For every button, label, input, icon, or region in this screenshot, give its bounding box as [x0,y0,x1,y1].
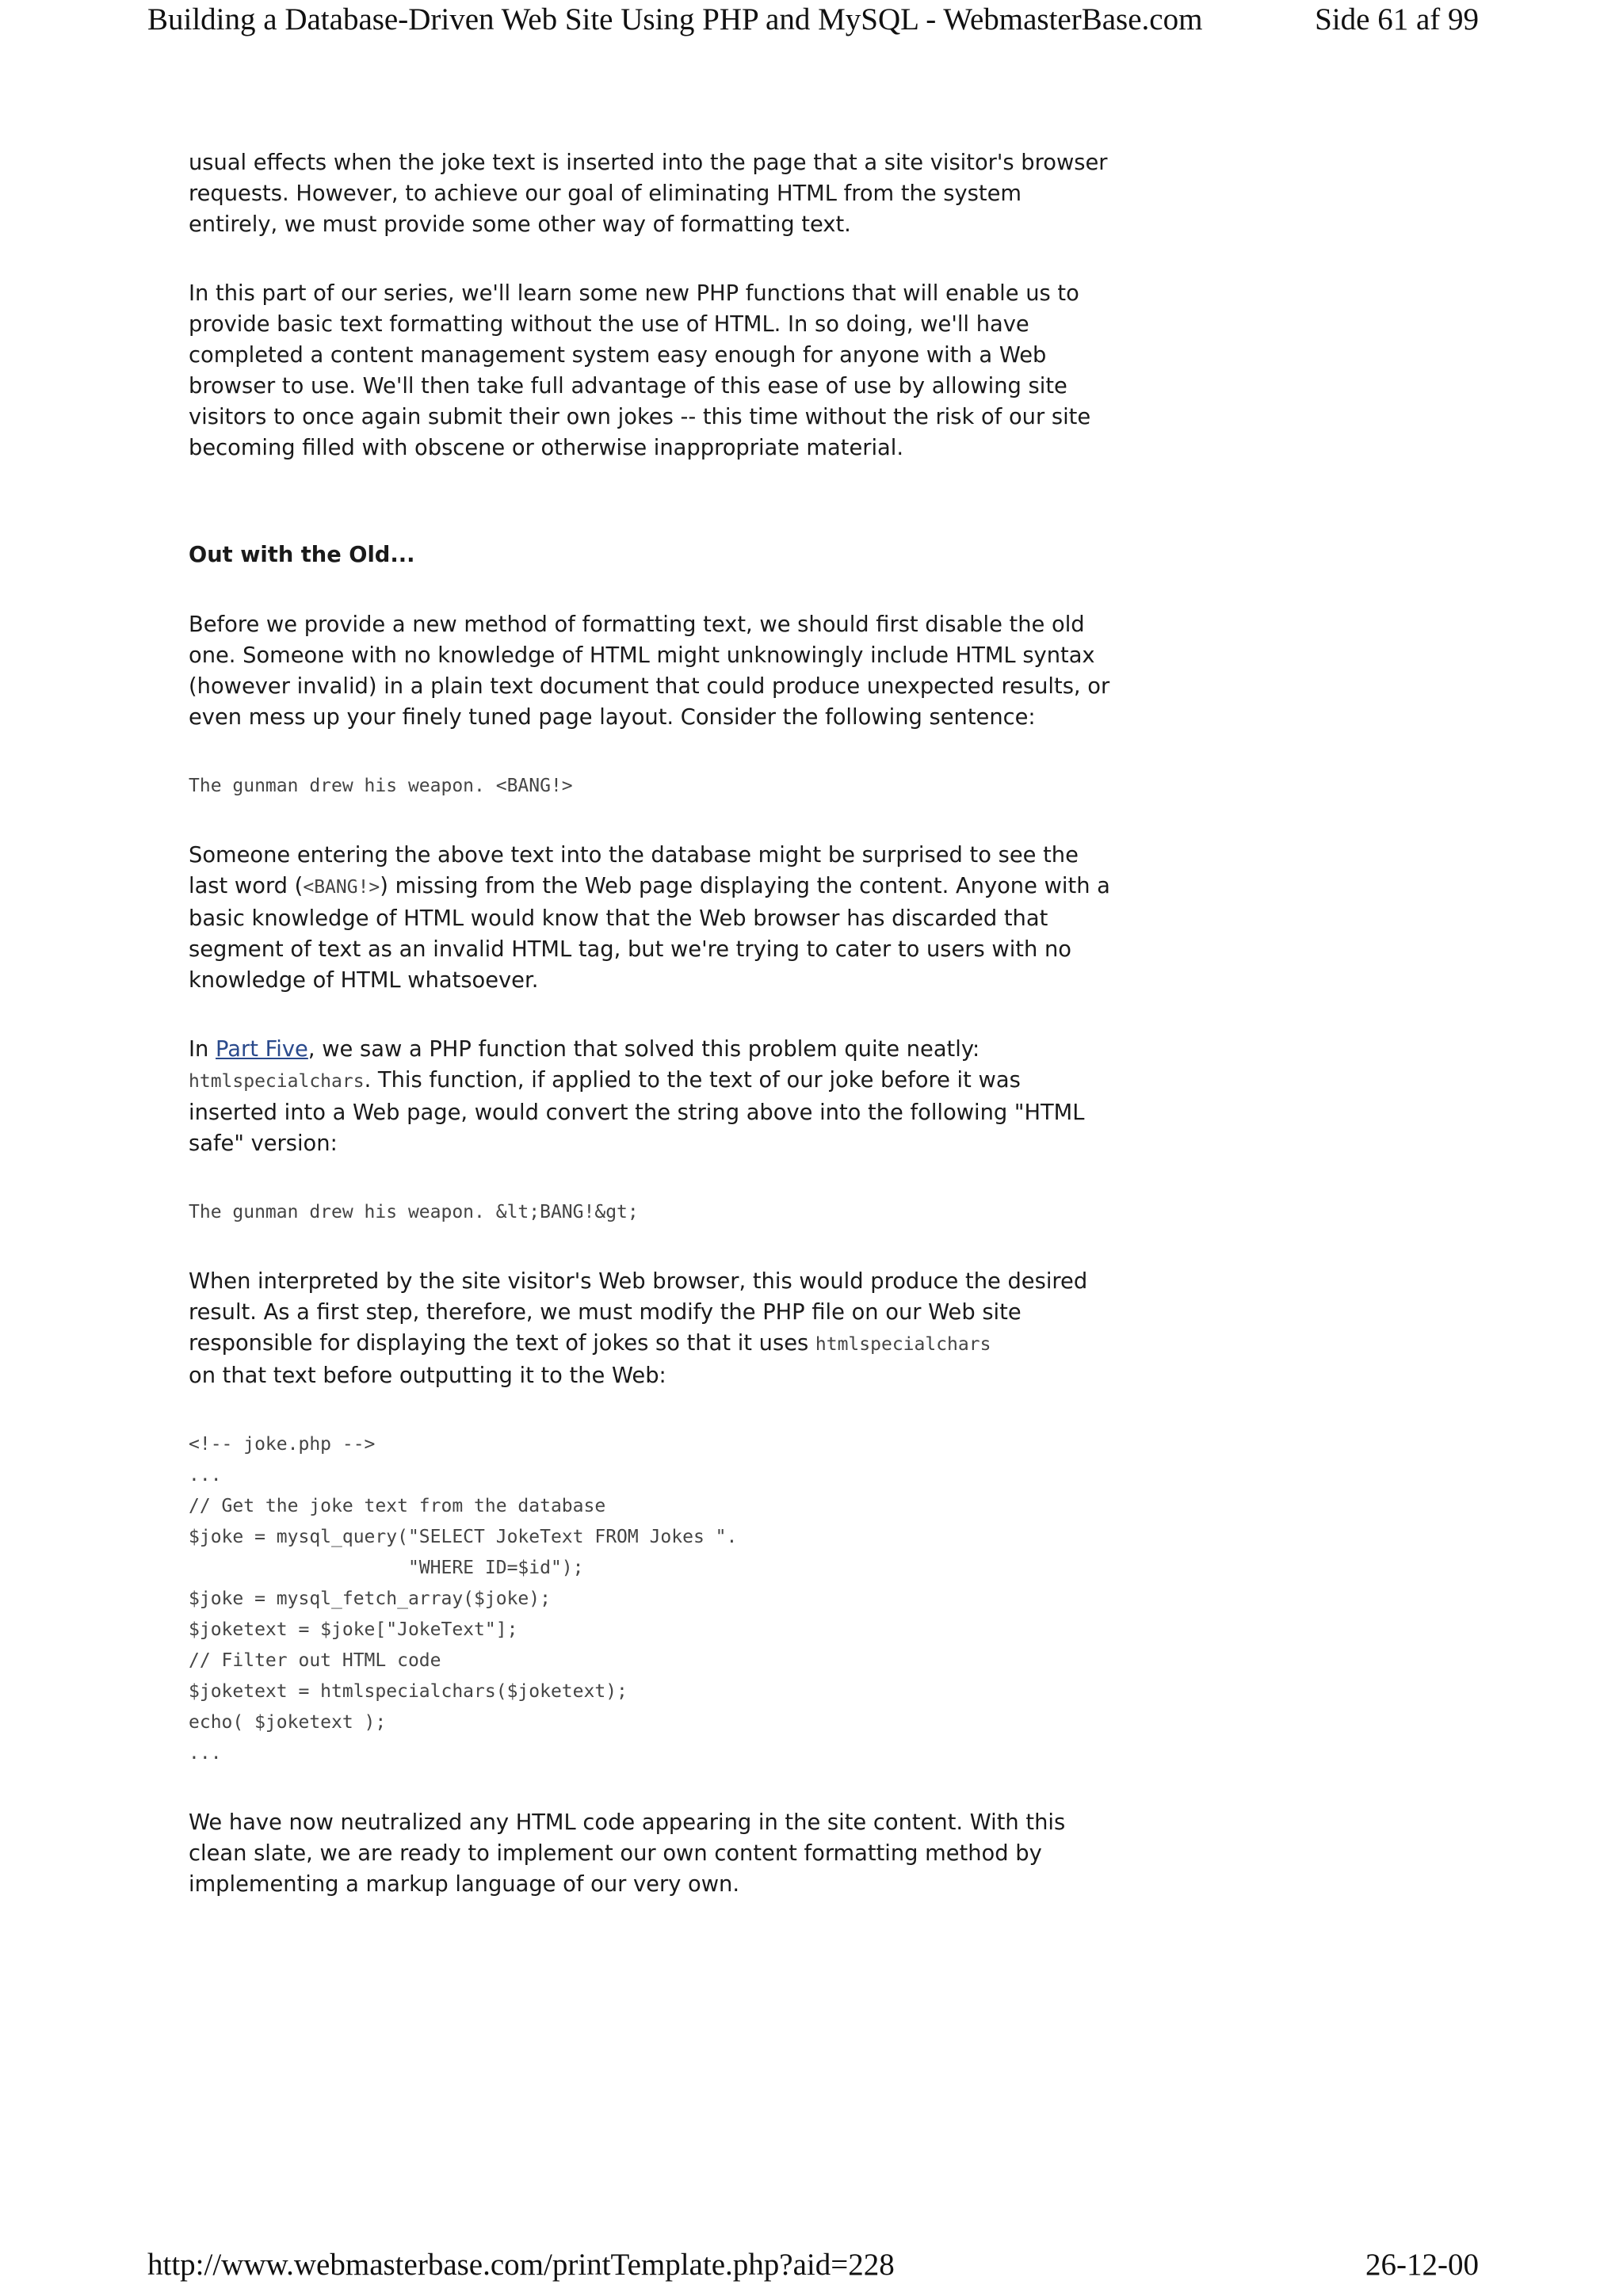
inline-code: htmlspecialchars [815,1334,991,1355]
code-example-escaped: The gunman drew his weapon. &lt;BANG!&gt; [189,1202,639,1222]
text-run: on that text before outputting it to the Web: [189,1363,666,1388]
article-body [189,147,1116,1938]
paragraph-series-overview: In this part of our series, we'll learn some new PHP functions that will enable us to provide basic text formatting without the use of HTML. In so doing, we'll have completed a content management system easy enough for anyone with a Web browser to use. We'll then take full advantage of this ease of use by allowing site visitors to once again submit their own jokes -- this time without the risk of our site becoming filled with obscene or otherwise inappropriate material. [189,281,1091,460]
text-run: When interpreted by the site visitor's Web browser, this would produce the desired result. As a first step, therefore, we must modify the PHP file on our Web site responsible for displaying the text of jokes so that it uses [189,1269,1088,1356]
text-run: ) missing from the Web page displaying the content. Anyone with a basic knowledge of HTML would know that the Web browser has discarded that segment of text as an invalid HTML tag, but we're trying to cater to users with no knowledge of HTML whatsoever. [189,874,1110,993]
paragraph-clean-slate: We have now neutralized any HTML code appearing in the site content. With this clean slate, we are ready to implement our own content formatting method by implementing a markup language of our very own. [189,1810,1066,1897]
section-heading: Out with the Old... [189,543,415,567]
code-example-joke-php: <!-- joke.php --> ... // Get the joke text from the database $joke = mysql_query("SELECT JokeText FROM Jokes ". "WHERE ID=$id"); $joke = mysql_fetch_array($joke); $joketext = $joke["JokeText"]; // Filter out HTML code $joketext = htmlspecialchars($joketext); echo( $joketext ); ... [189,1434,738,1764]
inline-code: <BANG!> [303,877,380,898]
document-title: Building a Database-Driven Web Site Using PHP and MySQL - WebmasterBase.com [147,2,1203,36]
paragraph-disable-old: Before we provide a new method of formatting text, we should first disable the old one. Someone with no knowledge of HTML might unknowingly include HTML syntax (however invalid) in a plain text document that could produce unexpected results, or even mess up your finely tuned page layout. Consider the following sentence: [189,612,1110,730]
part-five-link[interactable]: Part Five [216,1037,308,1062]
page-header [147,0,1479,48]
source-url: http://www.webmasterbase.com/printTemplate.php?aid=228 [147,2248,895,2282]
paragraph-intro-continued: usual effects when the joke text is inserted into the page that a site visitor's browser requests. However, to achieve our goal of eliminating HTML from the system entirely, we must provide some other way of formatting text. [189,151,1108,237]
text-run: Someone entering the above text into the database might be surprised to see the last word ( [189,843,1079,898]
text-run: , we saw a PHP function that solved this problem quite neatly: [307,1037,980,1062]
page-footer [147,2247,1479,2294]
paragraph-missing-word [189,840,1116,996]
code-example-raw: The gunman drew his weapon. <BANG!> [189,776,573,796]
inline-code: htmlspecialchars [189,1071,365,1092]
page-indicator: Side 61 af 99 [1315,2,1479,36]
paragraph-part-five [189,1034,1116,1159]
text-run: . This function, if applied to the text of our joke before it was inserted into a Web page, would convert the string above into the following "HTML safe" version: [189,1068,1085,1156]
paragraph-first-step [189,1266,1116,1391]
print-date: 26-12-00 [1365,2248,1479,2282]
text-run: In [189,1037,216,1062]
